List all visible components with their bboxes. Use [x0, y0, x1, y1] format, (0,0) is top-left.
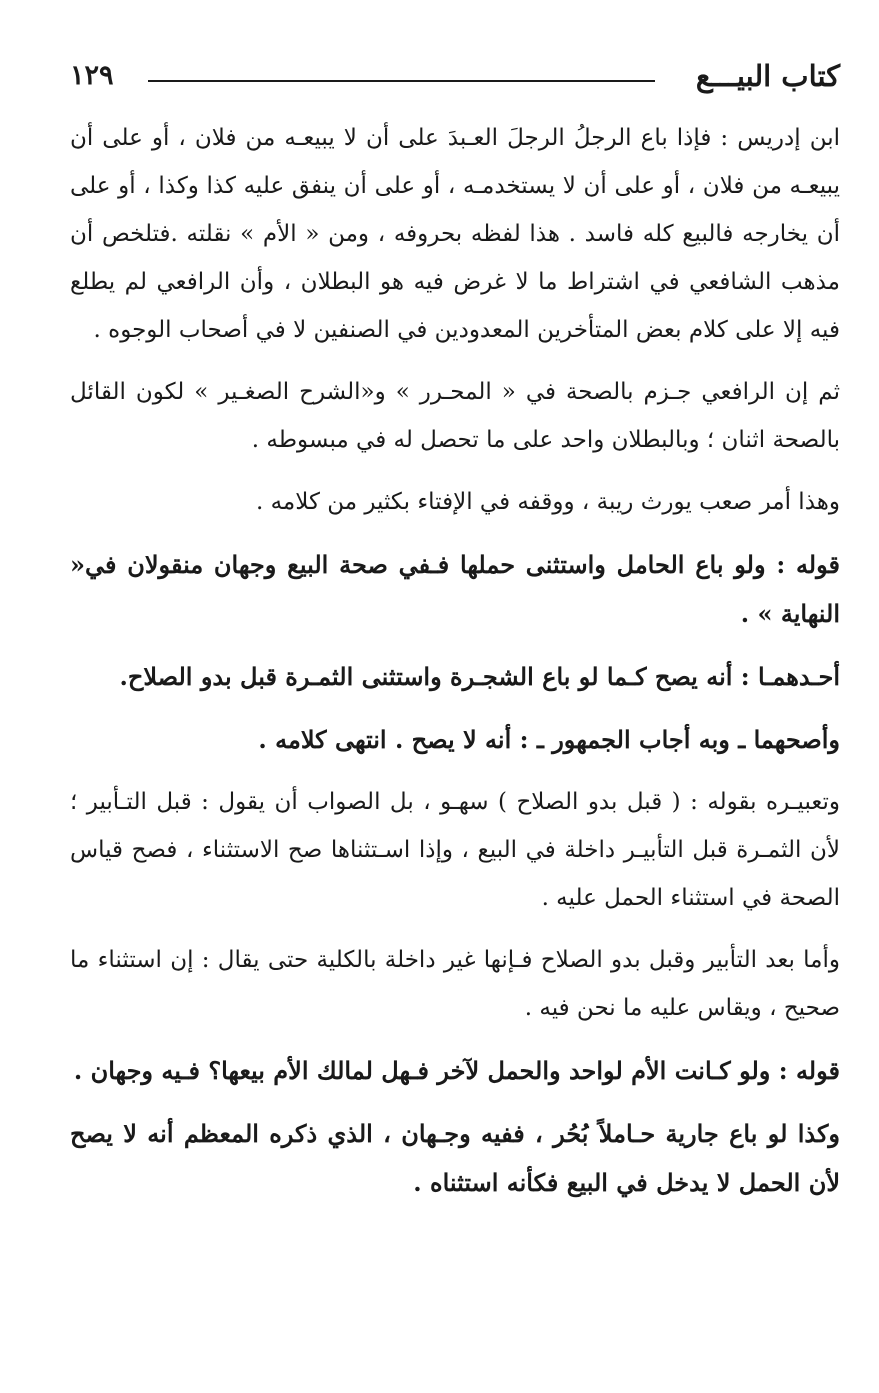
paragraph-10: وكذا لو باع جارية حـاملاً بُحُر ، ففيه وجـهان ، الذي ذكره المعظم أنه لا يصح لأن الحمل لا يدخل في البيع فكأنه استثناه . — [70, 1119, 840, 1197]
chapter-title: كتاب البيـــع — [695, 59, 840, 93]
paragraph-7: وتعبيـره بقوله : ( قبل بدو الصلاح ) سهـو ، بل الصواب أن يقول : قبل التـأبير ؛ لأن الثمـرة قبل التأبيـر داخلة في البيع ، وإذا اسـتثناها صح الاستثناء ، فصح قياس الصحة في استثناء الحمل عليه . — [70, 789, 840, 911]
paragraph-6: وأصحهما ـ وبه أجاب الجمهور ـ : أنه لا يصح . انتهى كلامه . — [258, 725, 840, 754]
page-number: ١٢٩ — [70, 60, 114, 91]
paragraph-8: وأما بعد التأبير وقبل بدو الصلاح فـإنها غير داخلة بالكلية حتى يقال : إن استثناء ما صحيح ، ويقاس عليه ما نحن فيه . — [70, 947, 840, 1021]
header-rule — [148, 80, 655, 82]
paragraph-5: أحـدهمـا : أنه يصح كـما لو باع الشجـرة واستثنى الثمـرة قبل بدو الصلاح. — [119, 662, 840, 691]
paragraph-9-quote: قوله : ولو كـانت الأم لواحد والحمل لآخر فـهل لمالك الأم بيعها؟ فـيه وجهان . — [73, 1056, 840, 1085]
running-header — [70, 56, 840, 104]
paragraph-4-quote: قوله : ولو باع الحامل واستثنى حملها فـفي صحة البيع وجهان منقولان في« النهاية » . — [70, 550, 840, 628]
paragraph-2: ثم إن الرافعي جـزم بالصحة في « المحـرر » و«الشرح الصغـير » لكون القائل بالصحة اثنان ؛ وبالبطلان واحد على ما تحصل له في مبسوطه . — [70, 379, 840, 453]
page-body — [70, 114, 840, 1221]
paragraph-3: وهذا أمر صعب يورث ريبة ، ووقفه في الإفتاء بكثير من كلامه . — [255, 489, 840, 515]
paragraph-1: ابن إدريس : فإذا باع الرجلُ الرجلَ العـبدَ على أن لا يبيعـه من فلان ، أو على أن يبيعـه من فلان ، أو على أن لا يستخدمـه ، أو على أن ينفق عليه كذا وكذا ، أو على أن يخارجه فالبيع كله فاسد . هذا لفظه بحروفه ، ومن « الأم » نقلته .فتلخص أن مذهب الشافعي في اشتراط ما لا غرض فيه هو البطلان ، وأن الرافعي لم يطلع فيه إلا على كلام بعض المتأخرين المعدودين في الصنفين لا في أصحاب الوجوه . — [70, 125, 840, 343]
